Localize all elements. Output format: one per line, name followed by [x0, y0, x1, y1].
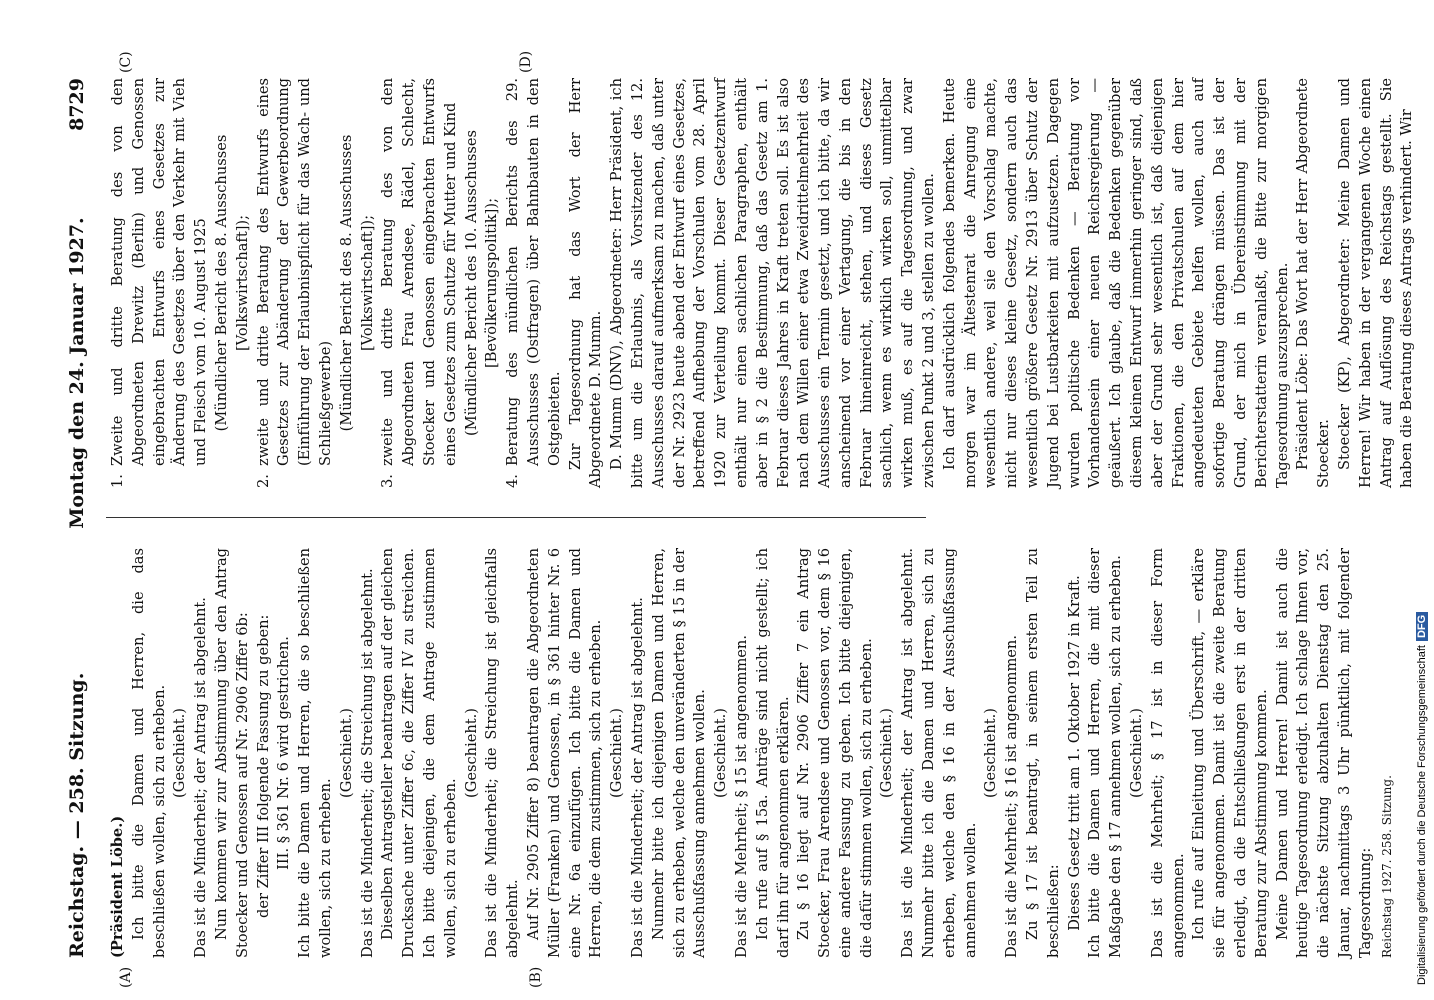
- agenda-note: (Mündlicher Bericht des 8. Ausschusses [Volkswirtschaft]);: [212, 134, 251, 432]
- header-date: Montag den 24. Januar 1927.: [66, 217, 88, 529]
- page-header: [58, 78, 98, 958]
- agenda-item: 2. zweite und dritte Beratung des Entwurfs eines Gesetzes zur Abänderung der Gewerbeordnung (Einführung der Erlaubnispflicht für das Wach- und Schließgewerbe): [254, 78, 334, 488]
- margin-mark-a: (A): [118, 966, 134, 988]
- paragraph: Ich rufe auf Einleitung und Überschrift, — erkläre sie für angenommen. Damit ist die zweite Beratung erledigt, da die Entschließungen erst in der dritten Beratung zur Abstimmung kommen.: [1190, 548, 1270, 958]
- rotated-page: [58, 50, 1416, 988]
- stage-note: (Geschieht.): [608, 708, 626, 798]
- paragraph: Das ist die Minderheit; der Antrag ist abgelehnt.: [192, 597, 210, 958]
- paragraph: Dieses Gesetz tritt am 1. Oktober 1927 in Kraft.: [1065, 575, 1083, 931]
- paragraph: Ich bitte die Damen und Herren, die das beschließen wollen, sich zu erheben.: [129, 548, 168, 958]
- paragraph: Ich darf ausdrücklich folgendes bemerken. Heute morgen war im Ältestenrat die Anregung eine wesentlich andere, weil sie den Vorschlag machte, nicht nur dieses kleine Gesetz, sondern auch das wesentlich größere Gesetz Nr. 2913 über Schutz der Jugend bei Lustbarkeiten mit aufzusetzen. Dagegen wurden politische Bedenken — Beratung vor Vorhandensein einer neuen Reichsregierung — geäußert. Ich glaube, daß die Bedenken gegenüber diesem kleinen Entwurf immerhin geringer sind, daß aber der Grund sehr wesentlich ist, daß diejenigen Fraktionen, die den Privatschulen auf dem hier angedeuteten Gebiete helfen wollen, auch auf sofortige Beratung drängen müssen. Das ist der Grund, der mich in Übereinstimmung mit der Berichterstatterin veranlaßt, die Bitte zur morgigen Tagesordnung auszusprechen.: [940, 78, 1291, 488]
- left-column: [108, 548, 1397, 958]
- sidebar-credit: [1416, 612, 1428, 985]
- paragraph: Das ist die Mehrheit; § 16 ist angenommen.: [1003, 635, 1021, 958]
- paragraph: Auf Nr. 2905 Ziffer 8) beantragen die Abgeordneten Müller (Franken) und Genossen, in § 361 hinter Nr. 6 eine Nr. 6a einzufügen. Ich bitte die Damen und Herren, die dem zustimmen, sich zu erheben.: [524, 548, 605, 958]
- agenda-item: 1. Zweite und dritte Beratung des von den Abgeordneten Drewitz (Berlin) und Genossen eingebrachten Entwurfs eines Gesetzes zur Änderung des Gesetzes über den Verkehr mit Vieh und Fleisch vom 10. August 1925: [109, 78, 210, 488]
- speaker-paragraph: Präsident Löbe: Das Wort hat der Herr Abgeordnete Stoecker.: [1294, 78, 1333, 488]
- paragraph: Nun kommen wir zur Abstimmung über den Antrag Stoecker und Genossen auf Nr. 2906 Ziffer 6b:: [212, 548, 251, 958]
- paragraph: Das ist die Mehrheit; § 15 ist angenommen.: [732, 635, 750, 958]
- agenda-note: (Mündlicher Bericht des 10. Ausschusses [Bevölkerungspolitik]);: [462, 130, 501, 436]
- agenda-note: (Mündlicher Bericht des 8. Ausschusses [Volkswirtschaft]);: [337, 134, 376, 432]
- header-left: Reichstag. — 258. Sitzung.: [66, 672, 88, 958]
- speech-stoecker: Stoecker (KP), Abgeordneter: Meine Damen und Herren! Wir haben in der vergangenen Woche einen Antrag auf Auflösung des Reichstags gestellt. Sie haben die Beratung dieses Antrags verhindert. Wir: [1336, 78, 1416, 488]
- margin-mark-d: (D): [518, 50, 534, 73]
- stage-note: (Geschieht.): [337, 708, 355, 798]
- paragraph: Zu § 17 ist beantragt, in seinem ersten Teil zu beschließen:: [1024, 548, 1062, 958]
- paragraph: III. § 361 Nr. 6 wird gestrichen.: [275, 636, 293, 870]
- paragraph: Dieselben Antragsteller beantragen auf der gleichen Drucksache unter Ziffer 6c, die Ziffer IV zu streichen. Ich bitte diejenigen, die dem Antrage zustimmen wollen, sich zu erheben.: [379, 548, 459, 958]
- stage-note: (Geschieht.): [462, 708, 480, 798]
- dfg-logo: DFG: [1416, 612, 1428, 641]
- margin-mark-c: (C): [118, 51, 134, 73]
- paragraph: Das ist die Minderheit; die Streichung ist abgelehnt.: [358, 568, 376, 958]
- page-number: 8729: [66, 78, 88, 131]
- paragraph: Das ist die Minderheit; der Antrag ist abgelehnt. Nunmehr bitte ich die Damen und Herren, sich zu erheben, welche den § 16 in der Ausschußfassung annehmen wollen.: [899, 548, 979, 958]
- footer-note: Reichstag 1927. 258. Sitzung.: [1379, 775, 1394, 958]
- paragraph: Das ist die Minderheit; der Antrag ist abgelehnt.: [628, 597, 646, 958]
- agenda-item: 4. Beratung des mündlichen Berichts des 29. Ausschusses (Ostfragen) über Bahnbauten in den Ostgebieten.: [504, 78, 563, 488]
- paragraph: Das ist die Mehrheit; § 17 ist in dieser Form angenommen.: [1148, 548, 1187, 958]
- paragraph: Zu § 16 liegt auf Nr. 2906 Ziffer 7 ein Antrag Stoecker, Frau Arendsee und Genossen vor, dem § 16 eine andere Fassung zu geben. Ich bitte diejenigen, die dafür stimmen wollen, sich zu erheben.: [795, 548, 875, 958]
- funding-note: Digitalisierung gefördert durch die Deutsche Forschungsgemeinschaft: [1416, 645, 1428, 985]
- paragraph: Zur Tagesordnung hat das Wort der Herr Abgeordnete D. Mumm.: [566, 78, 605, 488]
- paragraph: Das ist die Minderheit; die Streichung ist gleichfalls abgelehnt.: [483, 548, 522, 958]
- paragraph: der Ziffer III folgende Fassung zu geben:: [254, 614, 272, 918]
- paragraph: Ich bitte die Damen und Herren, die so beschließen wollen, sich zu erheben.: [296, 548, 334, 958]
- stage-note: (Geschieht.): [712, 708, 730, 798]
- speech-mumm: D. Mumm (DNV), Abgeordneter: Herr Präsident, ich bitte um die Erlaubnis, als Vorsitzender des 12. Ausschusses darauf aufmerksam zu machen, daß unter der Nr. 2923 heute abend der Entwurf eines Gesetzes, betreffend Aufhebung der Vorschulen vom 28. April 1920 zur Verteilung kommt. Dieser Gesetzentwurf enthält nur einen sachlichen Paragraphen, enthält aber in § 2 die Bestimmung, daß das Gesetz am 1. Februar dieses Jahres in Kraft treten soll. Es ist also nach dem Willen einer etwa Zweidrittelmehrheit des Ausschusses ein Termin gesetzt, und ich bitte, da wir anscheinend vor einer Vertagung, die bis in den Februar hineinreicht, stehen, und dieses Gesetz sachlich, wenn es wirklich wirken soll, unmittelbar wirken muß, es auf die Tagesordnung, und zwar zwischen Punkt 2 und 3, stellen zu wollen.: [608, 78, 938, 488]
- column-divider: [106, 517, 926, 518]
- margin-mark-b: (B): [528, 966, 544, 988]
- paragraph: Nunmehr bitte ich diejenigen Damen und Herren, sich zu erheben, welche den unveränderten § 15 in der Ausschußfassung annehmen wollen.: [649, 548, 709, 958]
- paragraph: Ich bitte die Damen und Herren, die mit dieser Maßgabe den § 17 annehmen wollen, sich zu erheben.: [1086, 548, 1125, 958]
- right-column: [108, 78, 1418, 488]
- stage-note: (Geschieht.): [171, 708, 189, 798]
- stage-note: (Geschieht.): [982, 708, 1000, 798]
- speaker-label: (Präsident Löbe.): [109, 815, 126, 958]
- paragraph: Meine Damen und Herren! Damit ist auch die heutige Tagesordnung erledigt. Ich schlage Ihnen vor, die nächste Sitzung abzuhalten Dienstag den 25. Januar, nachmittags 3 Uhr pünktlich, mit folgender Tagesordnung:: [1273, 548, 1374, 958]
- paragraph: Ich rufe auf § 15a. Anträge sind nicht gestellt; ich darf ihn für angenommen erklären.: [753, 548, 792, 958]
- agenda-item: 3. zweite und dritte Beratung des von den Abgeordneten Frau Arendsee, Rädel, Schlecht, Stoecker und Genossen eingebrachten Entwurfs eines Gesetzes zum Schutze für Mutter und Kind: [379, 78, 459, 488]
- stage-note: (Geschieht.): [1128, 708, 1146, 798]
- stage-note: (Geschieht.): [878, 708, 896, 798]
